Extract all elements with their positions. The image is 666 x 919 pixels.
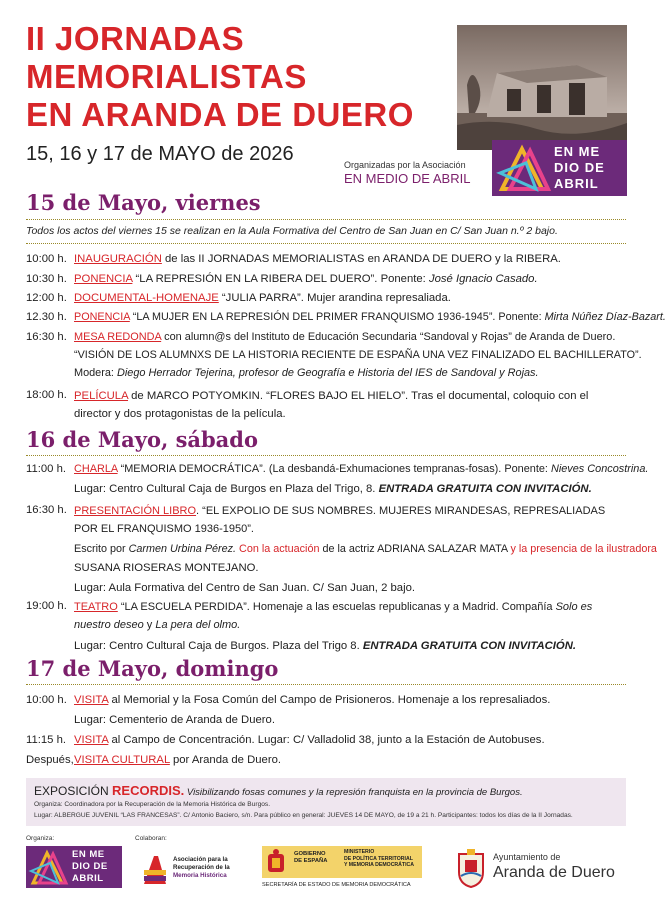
free-entry-note: ENTRADA GRATUITA CON INVITACIÓN. — [362, 640, 577, 652]
ministerio-line-1: MINISTERIO — [344, 849, 375, 855]
logo-text-line-1: EN ME — [72, 849, 105, 860]
company-name: Solo es nuestro deseo — [74, 601, 593, 631]
organizer-caption-small: Organizadas por la Asociación — [344, 160, 466, 170]
event-dates: 15, 16 y 17 de MAYO de 2026 — [26, 143, 294, 165]
title-line-3: EN ARANDA DE DUERO — [26, 96, 414, 133]
city-shield-icon — [455, 848, 487, 888]
company-name-2: La pera del olmo. — [155, 619, 241, 631]
logo-text-line-2: DIO DE — [72, 861, 108, 872]
ayuntamiento-logo — [455, 846, 630, 890]
event-type-label: DOCUMENTAL-HOMENAJE — [74, 292, 219, 304]
speaker-name: José Ignacio Casado. — [428, 273, 538, 285]
assoc-line-1: Asociación para la — [173, 856, 228, 863]
page-title — [26, 20, 446, 134]
exhibition-box — [26, 778, 626, 826]
title-line-1: II JORNADAS — [26, 20, 245, 57]
triangle-logo-icon — [29, 848, 69, 886]
speaker-name: Nieves Concostrina. — [550, 463, 649, 475]
triangle-logo-icon — [496, 143, 552, 193]
row-time: 16:30 h. — [26, 331, 67, 343]
memoria-historica-logo — [140, 846, 240, 890]
event-type-label: PONENCIA — [74, 311, 130, 323]
event-type-label: TEATRO — [74, 601, 118, 613]
day-heading-16: 16 de Mayo, sábado — [26, 427, 258, 452]
row-time: 19:00 h. — [26, 600, 67, 612]
logo-text-line-3: ABRIL — [554, 176, 599, 191]
day-heading-15: 15 de Mayo, viernes — [26, 190, 261, 215]
connector-text: y — [143, 619, 156, 631]
row-time: 10:00 h. — [26, 694, 67, 706]
exhibition-name: RECORDIS. — [112, 783, 185, 798]
venue-text: Lugar: Aula Formativa del Centro de San Juan. C/ San Juan, 2 bajo. — [74, 582, 415, 594]
event-type-label: VISITA CULTURAL — [74, 754, 170, 766]
row-time: 12:00 h. — [26, 292, 67, 304]
divider — [26, 455, 626, 456]
actress-name: de la actriz ADRIANA SALAZAR MATA — [319, 543, 511, 555]
event-description: por Aranda de Duero. — [169, 754, 282, 766]
coat-of-arms-icon — [265, 848, 287, 876]
event-description: de las II JORNADAS MEMORIALISTAS en ARANDA DE DUERO y la RIBERA. — [161, 253, 561, 265]
venue-text: Lugar: Centro Cultural Caja de Burgos. Plaza del Trigo 8. — [74, 640, 363, 652]
speaker-name: Mirta Núñez Díaz-Bazart. — [544, 311, 666, 323]
en-medio-de-abril-logo — [492, 140, 627, 196]
event-description: con alumn@s del Instituto de Educación Secundaria “Sandoval y Rojas” de Aranda de Duero. — [161, 331, 616, 343]
day-heading-17: 17 de Mayo, domingo — [26, 656, 279, 681]
illustrator-label: y la presencia de la ilustradora — [510, 543, 657, 555]
row-time: 18:00 h. — [26, 389, 67, 401]
event-type-label: VISITA — [74, 694, 109, 706]
event-description: de MARCO POTYOMKIN. “FLORES BAJO EL HIELO”. Tras el documental, coloquio con el director y dos protagonistas de la película. — [74, 390, 589, 420]
performance-label: Con la actuación — [236, 543, 320, 555]
event-description: . “EL EXPOLIO DE SUS NOMBRES. MUJERES MIRANDESAS, REPRESALIADAS POR EL FRANQUISMO 1936-1950”. — [74, 505, 606, 535]
row-time: 11:15 h. — [26, 734, 66, 746]
row-time: 10:30 h. — [26, 273, 67, 285]
day1-note: Todos los actos del viernes 15 se realizan en la Aula Formativa del Centro de San Juan en C/ San Juan n.º 2 bajo. — [26, 225, 558, 237]
moderator-name: Diego Herrador Tejerina, profesor de Geografía e Historia del IES de Sandoval y Rojas. — [116, 367, 539, 379]
row-time: 12.30 h. — [26, 311, 67, 323]
gobierno-line-2: DE ESPAÑA — [294, 858, 328, 864]
ministerio-line-3: Y MEMORIA DEMOCRÁTICA — [344, 862, 415, 869]
en-medio-de-abril-footer-logo — [26, 846, 122, 888]
row-time: Después, — [26, 754, 74, 766]
organiza-label: Organiza: — [26, 835, 55, 842]
event-description: al Campo de Concentración. Lugar: C/ Valladolid 38, junto a la Estación de Autobuses. — [108, 734, 545, 746]
event-type-label: MESA REDONDA — [74, 331, 162, 343]
venue-text: Lugar: Centro Cultural Caja de Burgos en Plaza del Trigo, 8. — [74, 483, 379, 495]
row-time: 10:00 h. — [26, 253, 67, 265]
event-description: “LA MUJER EN LA REPRESIÓN DEL PRIMER FRANQUISMO 1936-1945”. Ponente: — [129, 311, 545, 323]
exhibition-label: EXPOSICIÓN — [34, 784, 113, 798]
title-line-2: MEMORIALISTAS — [26, 58, 307, 95]
organizer-name: EN MEDIO DE ABRIL — [344, 171, 471, 186]
logo-text-line-2: DIO DE — [554, 160, 605, 175]
row-time: 11:00 h. — [26, 463, 66, 475]
organizer-caption — [344, 160, 470, 187]
logo-text-line-1: EN ME — [554, 144, 601, 159]
exhibition-organizer: Organiza: Coordinadora por la Recuperación de la Memoria Histórica de Burgos. — [34, 801, 271, 808]
illustrator-name: SUSANA RIOSERAS MONTEJANO. — [74, 562, 259, 574]
secretaria-text: SECRETARÍA DE ESTADO DE MEMORIA DEMOCRÁTICA — [262, 882, 411, 888]
row-time: 16:30 h. — [26, 504, 67, 516]
exhibition-heading — [34, 783, 523, 798]
moderator-label: Modera: — [74, 367, 117, 379]
event-type-label: CHARLA — [74, 463, 118, 475]
event-subtitle: “VISIÓN DE LOS ALUMNXS DE LA HISTORIA RECIENTE DE ESPAÑA UNA VEZ FINALIZADO EL BACHILLERATO”. — [74, 349, 642, 361]
venue-text: Lugar: Cementerio de Aranda de Duero. — [74, 714, 275, 726]
event-type-label: PONENCIA — [74, 273, 133, 285]
event-type-label: PELÍCULA — [74, 390, 129, 402]
exhibition-venue: Lugar: ALBERGUE JUVENIL “LAS FRANCESAS”. C/ Antonio Baciero, s/n. Para público en general: JUEVES 14 DE MAYO, de 19 a 21 h. Participantes: todos los días de la II Jornadas. — [34, 812, 573, 819]
logo-text-line-3: ABRIL — [72, 873, 104, 884]
divider — [26, 219, 626, 220]
free-entry-note: ENTRADA GRATUITA CON INVITACIÓN. — [378, 483, 592, 495]
event-description: “JULIA PARRA”. Mujer arandina represaliada. — [218, 292, 451, 304]
assoc-line-2: Recuperación de la — [173, 864, 230, 871]
event-type-label: PRESENTACIÓN LIBRO — [74, 505, 197, 517]
gobierno-espana-logo — [262, 846, 422, 892]
event-description: “LA ESCUELA PERDIDA”. Homenaje a las escuelas republicanas y a Madrid. Compañía — [117, 601, 556, 613]
event-description: “MEMORIA DEMOCRÁTICA”. (La desbandá-Exhumaciones tempranas-fosas). Ponente: — [117, 463, 551, 475]
header-photo — [457, 25, 627, 150]
colaboran-label: Colaboran: — [135, 835, 167, 842]
divider — [26, 684, 626, 685]
divider — [26, 243, 626, 244]
ministerio-line-2: DE POLÍTICA TERRITORIAL — [344, 855, 413, 862]
event-description: “LA REPRESIÓN EN LA RIBERA DEL DUERO”. Ponente: — [132, 273, 429, 285]
author-name: Carmen Urbina Pérez. — [128, 543, 237, 555]
ayuntamiento-small-text: Ayuntamiento de — [493, 852, 561, 862]
assoc-line-3: Memoria Histórica — [173, 872, 227, 879]
event-type-label: VISITA — [74, 734, 109, 746]
gobierno-line-1: GOBIERNO — [294, 851, 326, 857]
event-description: al Memorial y la Fosa Común del Campo de Prisioneros. Homenaje a los represaliados. — [108, 694, 551, 706]
author-label: Escrito por — [74, 543, 129, 555]
event-type-label: INAUGURACIÓN — [74, 253, 162, 265]
exhibition-subtitle: Visibilizando fosas comunes y la represión franquista en la provincia de Burgos. — [184, 787, 523, 798]
memoria-historica-icon — [140, 852, 170, 886]
ayuntamiento-name: Aranda de Duero — [493, 864, 615, 881]
